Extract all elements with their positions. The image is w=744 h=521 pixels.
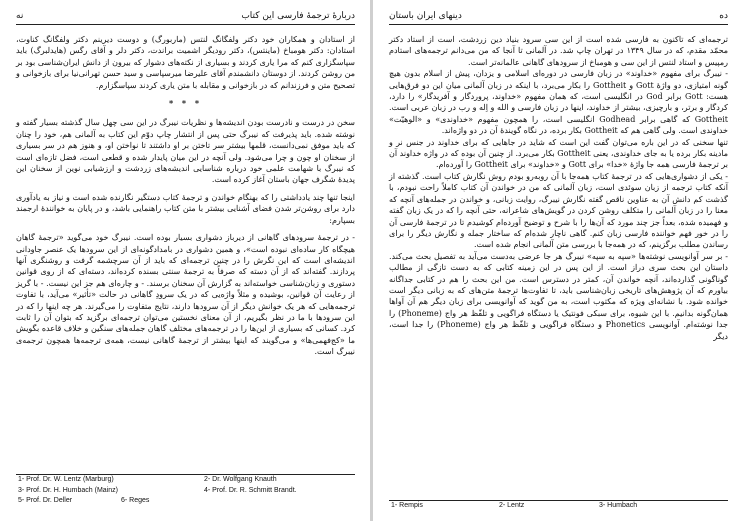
footnote: 2- Lentz [499,502,525,509]
footnote-row [16,475,355,486]
right-footnotes [389,500,728,512]
right-running-title: دینهای ایران باستان [389,11,462,21]
right-paragraph: - یکی از دشواری‌هایی که در ترجمهٔ کتاب همه‌جا با آن روبه‌رو بودم روش نگارش کتاب است. گذشته از آنکه کتاب ترجمه از زبان سوئدی است، زبان آلمانی که من در خواندن آن کتاب کاملاً راحت نبودم، با گذشت کم دانش آن به عناوین ناقص گفته نگارش نیبرگ، روایت زبانی، و خواندن در جمله‌های آنچه که معنا را در زبان آلمانی را متکلف روشن کردن در گویش‌های شاعرانه، حتی آنچه را که در یک زبان گفته و فهمیده شده، بعداً جز چند مورد که آن‌ها را با شرح و توضیح آورده‌ام کوشیدم تا در ترجمهٔ فارسی آن را در خور فهم خواننده فارسی زبان کنم. گاهی ناچار شده‌ام که ساختار جمله و نگارش دیگر را برای رساندن مطلب برگزینم، که در همه‌جا با بررسی متن آلمانی انجام شده است. [389,171,728,250]
right-paragraph: - نیبرگ برای مفهوم «خداوند» در زبان فارسی در دوره‌ای اسلامی و یزدان، پیش از اسلام بدون هیچ گونه امتیازی، دو واژهٔ Gott و Gottheit را بکار می‌برد، با اینکه در زبان آلمانی میان این دو فرق‌هایی هست: Gott برابر God در انگلیسی است، که همان مفهوم «خداوند، پروردگار و آفریدگار» را دارد، کردگار و برتر، و بارچیزی، بیشتر از خداوند، اینها در زبان فارسی و الله و اِله و رب در زبان عربی است. Gottheit که گاهی برابر Godhead انگلیسی است، را همچون مفهوم «خداوندی» و «الوهیّت» خداوندی است. ولی گاهی هم که Gottheit بکار برده، در نگاه گویندهٔ آن در دو واژه‌اند. [389,69,729,136]
footnote: 4- Prof. Dr. R. Schmitt Brandt. [204,486,297,494]
footnote: 3- Prof. Dr. H. Humbach (Mainz) [18,486,118,494]
left-paragraph: اینجا تنها چند یادداشتی را که بهنگام خواندن و ترجمهٔ کتاب دستگیر نگارنده شده است و نیاز به یادآوری دارد برای روشن‌تر شدن فضای آشنایی بیشتر با متن کتاب راهنمایی باشد، و در پایان به خوانندهٔ ارجمند بسپارم: [16,192,355,225]
footnote: 6- Reges [121,497,150,504]
right-paragraph: تنها سخنی که در این باره می‌توان گفت این است که شاید در جاهایی که برای خداوند در جنس نر و مادینه بکار برده یا به جای خداوندی، یعنی Gottheit بکار می‌برد. از چنین آن بوده که در واژه خداوند آن بر ترجمهٔ فارسی همه جا واژهٔ «خدا» برای Gott و «خداوند» برای Gottheit را آورده‌ام. [389,137,728,170]
footnote: 3- Humbach [599,502,638,509]
left-running-title: دربارهٔ ترجمهٔ فارسی این کتاب [241,11,355,21]
right-page-number: ده [719,11,728,21]
footnote-row [389,501,728,512]
right-page [373,0,744,521]
footnote-row [16,496,355,507]
footnote: 2- Dr. Wolfgang Knauth [204,476,277,483]
left-paragraph: سخن در درست و نادرست بودن اندیشه‌ها و نظریات نیبرگ در این سی چهل سال گذشته بسیار گفته و نوشته شده. باید پذیرفت که نیبرگ حتی پس از انتشار چاپ دوّم این کتاب به آلمانی هم، خود را چنان که باید موفق نمی‌دانست، قلمها بیشتر سر تاختن بر او داشتند تا نواختن او، و هنوز هم در سر بسیاری از سخنان او چون و چرا می‌شود. ولی آنچه در این میان پایدار شده و قطعی است، فضل تازه‌ای است که نیبرگ با شهامت علمی خود درباره شناسایی اندیشه‌های زردشت و ارزشیابی نوین از سخنان این پدیدهٔ شگرف جهان باستان آغاز کرده است. [16,118,356,185]
footnote: 1- Prof. Dr. W. Lentz (Marburg) [18,476,114,483]
footnote: 5- Prof. Dr. Deller [18,497,73,504]
left-page-header [16,8,355,25]
footnote-row [16,486,355,497]
left-paragraph: از استادان و همکاران خود دکتر ولفگانگ لنتس (ماربورگ) و دوست دیرینم دکتر ولفگانگ کناوت، استادان: دکتر هومباخ (ماینتس)، دکتر رودیگر اشمیت براندت، دکتر دلر و آقای رگس (هایدلبرگ) باید سپاسگزاری کنم که مرا یاری کردند و بسیاری از نکته‌های دشوار که بیرون از دانش ایران‌شناسی بود بر من روشن کردند. از دوستان دانشمندم آقای علیرضا میرسپاسی و سید حسن تهرانی‌نیا برای بازخوانی و تصحیح متن و فرزندانم که در بازخوانی و مقابله با متن یاری کردند سپاسگزارم. [16,35,355,90]
right-paragraph: - بر سر آوانویسی نوشته‌ها «سپه به سپه» نیبرگ هر جا عرضی به‌دست می‌آید به تفصیل بحث می‌کند. داستان این بحث سری دراز است. از این پس در این زمینه کتابی که به دست تازگی از مطالب گوناگونی گذارده‌اند، آنچه خواندن آن، کمتر در دسترس است. من این بحث را هم در کتابی جداگانه بیاورم که آن پژوهش‌های تاریخی زبان‌شناسی باید، تا تفاوت‌ها ترجمهٔ متن‌های که به زبانی دیگر است خوانده شود. با نشانه‌ای ویژه که مکتوب است، به من گوید که آوانویسی برای زبان دیگر هم آن آواها همان‌گونه بدانیم. با این شیوه، برای سبکی فونتیک یا دستگاه فراگویی و تلفّظ هر واج (Phoneme) را جدا نوشته‌ام. آوانویسی Phonetics و دستگاه فراگویی و تلفّظ هر واج (Phoneme) را جدا است، دیگر [389,251,728,341]
section-separator: * * * [168,98,203,109]
right-body-text [389,34,728,496]
left-page-number: نه [16,11,24,21]
right-page-header [389,8,728,25]
footnote: 1- Rempis [391,502,423,509]
left-paragraph: - در ترجمهٔ سرودهای گاهانی از دیرباز دشواری بسیار بوده است. نیبرگ خود می‌گوید «ترجمهٔ گاهان هیچگاه کار ساده‌ای نبوده است»، و همین دشواری در بامدادگونه‌ای از این سرودها یک عنصر جاودانی اندیشه‌ای است که این نگرش را در چنین ترجمه‌ای که باید از آن سرچشمه گرفت و روشنگری آنها پردازند. گفته‌اند که از آن دسته که صرفاً به ترجمهٔ سنتی بسنده کرده‌اند، دسته‌ای که از روی قوانین دستوری و زبان‌شناسی خواسته‌اند به گزارش آن سخنان برسند. - و چاره‌ای هم جز این نیست. - با گریز از رعایت آن قوانین، بوشیده و مثلاً واژه‌یی که در یک سرودِ گاهانی در حالت «تأثیر» می‌آید، با تفاوت ترجمه‌هایی که هر یک خوانش دیگر از آن سرودها دارند، نتایج متفاوت را می‌گیرند. هر چه اینها را که در این سرودها با ما در نظر بگیریم، از آن معنای نخستین می‌توان ترجمه‌ای برگزید که بتوان آن را ثابت کرد. کسانی که بسیاری از این‌ها را در ترجمه‌های مختلف گاهان جمله‌های سنگین و خلاف قاعده بگویش ما «کج‌فهمی‌ها» و می‌گویند که اینها بیشتر از ترجمهٔ گاهانی نیست، همه‌ی ترجمه‌ها همچون ترجمه‌ی نیبرگ است. [16,233,355,357]
right-paragraph: ترجمه‌ای که تاکنون به فارسی شده است از این سی سرود بنیاد دین زردشت، است از استاد دکتر محمّد مقدم، که در سال ۱۳۴۹ در تهران چاپ شد. در آلمانی تا آنجا که من می‌دانم ترجمه‌های استادم رمپیس و استاد لنتس از این سی و هومباخ از سرودهای گاهانی عالمانه‌تر است. [389,35,729,67]
left-page [0,0,371,521]
left-body-text [16,34,355,474]
left-footnotes [16,474,355,507]
